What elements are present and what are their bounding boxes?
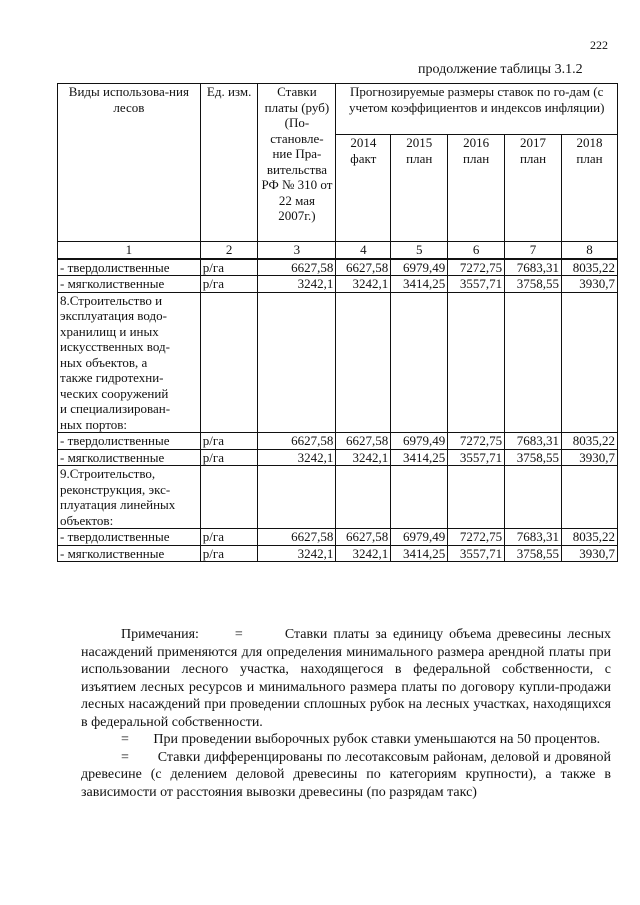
table-row: [58, 545, 618, 562]
section-title-line: 8.Строительство и: [60, 292, 163, 308]
rate-cell: 6627,58: [258, 433, 336, 450]
section-title-line: искусственных вод-: [60, 339, 170, 354]
note-3: [81, 749, 611, 802]
unit-cell: р/га: [200, 449, 258, 466]
species-cell: - мягколиственные: [58, 276, 201, 293]
rate-cell: 3242,1: [336, 449, 391, 466]
species-cell: - мягколиственные: [58, 449, 201, 466]
column-number: 4: [336, 242, 391, 259]
rate-cell: 6627,58: [336, 433, 391, 450]
section-title-line: также гидротехни-: [60, 370, 164, 385]
note-bullet: =: [121, 732, 129, 747]
notes-label: Примечания:: [121, 627, 199, 642]
species-cell: - мягколиственные: [58, 545, 201, 562]
header-year-2015: 2015 план: [391, 135, 448, 242]
column-number: 6: [448, 242, 505, 259]
empty-cell: [258, 466, 336, 529]
empty-cell: [448, 292, 505, 433]
header-year-2016: 2016 план: [448, 135, 505, 242]
header-unit: Ед. изм.: [200, 84, 258, 242]
column-numbers-row: [58, 242, 618, 259]
rate-cell: 7272,75: [448, 529, 505, 546]
rate-cell: 7683,31: [505, 433, 562, 450]
empty-cell: [505, 466, 562, 529]
header-year-2017: 2017 план: [505, 135, 562, 242]
rate-cell: 3242,1: [258, 449, 336, 466]
table-row: [58, 433, 618, 450]
header-year-2014: 2014 факт: [336, 135, 391, 242]
header-forecast: Прогнозируемые размеры ставок по го-дам (с учетом коэффициентов и индексов инфляции): [336, 84, 618, 135]
empty-cell: [336, 466, 391, 529]
table-row: [58, 529, 618, 546]
rate-cell: 3414,25: [391, 276, 448, 293]
rate-cell: 3557,71: [448, 545, 505, 562]
section-title-line: ных объектов, а: [60, 354, 148, 370]
rate-cell: 3242,1: [258, 276, 336, 293]
page-number: 222: [590, 38, 608, 52]
rate-cell: 3242,1: [336, 545, 391, 562]
empty-cell: [448, 466, 505, 529]
species-cell: - твердолиственные: [58, 529, 201, 546]
header-rates: Ставки платы (руб) (По-становле-ние Пра-вительства РФ № 310 от 22 мая 2007г.): [258, 84, 336, 242]
column-number: 2: [200, 242, 258, 259]
header-forest-use-types: Виды использова-ния лесов: [58, 84, 201, 242]
note-2: [81, 731, 611, 749]
rate-cell: 7683,31: [505, 529, 562, 546]
column-number: 8: [562, 242, 618, 259]
rate-cell: 7272,75: [448, 259, 505, 276]
note-1: [81, 626, 611, 731]
species-cell: - твердолиственные: [58, 259, 201, 276]
empty-cell: [505, 292, 562, 433]
section-title: [58, 292, 201, 433]
rate-cell: 6627,58: [258, 259, 336, 276]
section-title-line: объектов:: [60, 512, 114, 528]
table-row: [58, 259, 618, 276]
section-title-line: и специализирован-: [60, 401, 171, 416]
rate-cell: 3758,55: [505, 545, 562, 562]
empty-cell: [391, 292, 448, 433]
section-title-line: хранилищ и иных: [60, 323, 159, 339]
rate-cell: 8035,22: [562, 433, 618, 450]
unit-cell: р/га: [200, 545, 258, 562]
note-bullet: =: [234, 627, 243, 642]
rate-cell: 3414,25: [391, 449, 448, 466]
section-title-line: ных портов:: [60, 416, 127, 432]
rate-cell: 3414,25: [391, 545, 448, 562]
column-number: 5: [391, 242, 448, 259]
note-text: Ставки дифференцированы по лесотаксовым районам, деловой и дровяной древесине (с делением деловой древесины по категориям крупности), а также в зависимости от расстояния вывозки древесины (по разрядам такс): [81, 749, 611, 800]
rate-cell: 3242,1: [258, 545, 336, 562]
table-row: [58, 276, 618, 293]
section-title-line: 9.Строительство,: [60, 466, 156, 481]
rate-cell: 3242,1: [336, 276, 391, 293]
empty-cell: [562, 466, 618, 529]
column-number: 3: [258, 242, 336, 259]
unit-cell: р/га: [200, 259, 258, 276]
rate-cell: 7272,75: [448, 433, 505, 450]
notes: [81, 626, 611, 801]
empty-cell: [200, 292, 258, 433]
section-row: [58, 292, 618, 433]
rate-cell: 6627,58: [258, 529, 336, 546]
rate-cell: 3758,55: [505, 276, 562, 293]
empty-cell: [200, 466, 258, 529]
rate-cell: 6979,49: [391, 259, 448, 276]
column-number: 1: [58, 242, 201, 259]
unit-cell: р/га: [200, 529, 258, 546]
section-title-line: плуатация линейных: [60, 497, 176, 512]
empty-cell: [391, 466, 448, 529]
rate-cell: 3930,7: [562, 545, 618, 562]
rate-cell: 6627,58: [336, 529, 391, 546]
rate-cell: 6979,49: [391, 433, 448, 450]
rate-cell: 8035,22: [562, 529, 618, 546]
table-row: [58, 449, 618, 466]
section-title: [58, 466, 201, 529]
note-bullet: =: [121, 749, 129, 765]
rate-cell: 6627,58: [336, 259, 391, 276]
empty-cell: [258, 292, 336, 433]
section-title-line: реконструкция, экс-: [60, 481, 171, 497]
rate-cell: 3557,71: [448, 449, 505, 466]
table-continuation-label: продолжение таблицы 3.1.2: [418, 62, 583, 77]
unit-cell: р/га: [200, 276, 258, 293]
section-title-line: эксплуатация водо-: [60, 308, 167, 323]
rate-cell: 6979,49: [391, 529, 448, 546]
empty-cell: [336, 292, 391, 433]
rate-cell: 3557,71: [448, 276, 505, 293]
rates-table: [57, 83, 618, 562]
rate-cell: 7683,31: [505, 259, 562, 276]
species-cell: - твердолиственные: [58, 433, 201, 450]
header-year-2018: 2018 план: [562, 135, 618, 242]
note-text: Ставки платы за единицу объема древесины лесных насаждений применяются для определения минимального размера арендной платы при использовании лесного участка, находящегося в федеральной собственности, с изъятием лесных ресурсов и минимального размера платы по договору купли-продажи лесных насаждений при проведении сплошных рубок на лесных участках, находящихся в федеральной собственности.: [81, 627, 611, 730]
rate-cell: 8035,22: [562, 259, 618, 276]
rate-cell: 3758,55: [505, 449, 562, 466]
unit-cell: р/га: [200, 433, 258, 450]
rate-cell: 3930,7: [562, 449, 618, 466]
section-row: [58, 466, 618, 529]
empty-cell: [562, 292, 618, 433]
rate-cell: 3930,7: [562, 276, 618, 293]
column-number: 7: [505, 242, 562, 259]
section-title-line: ческих сооружений: [60, 385, 169, 401]
note-text: При проведении выборочных рубок ставки уменьшаются на 50 процентов.: [153, 732, 601, 747]
